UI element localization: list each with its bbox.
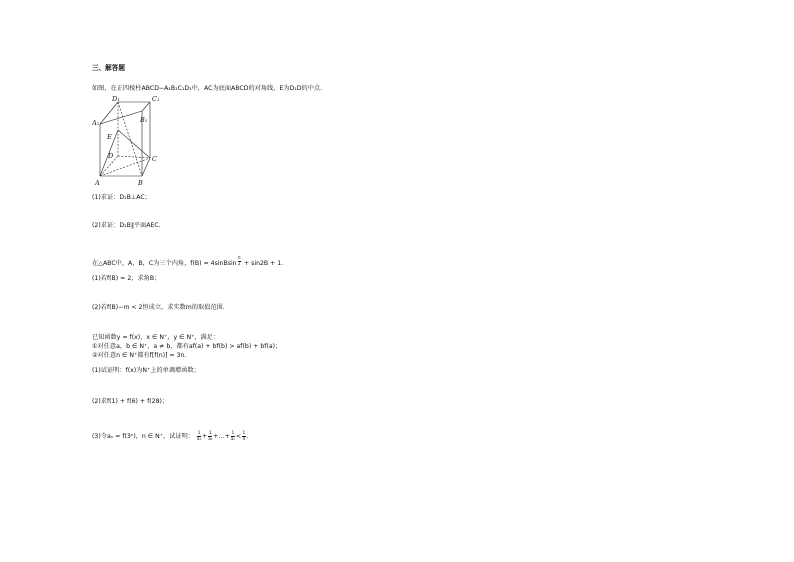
q3-frac-1: $\frac{1}{\text{a₁}}$ xyxy=(196,430,202,441)
q1-part1: (1)求证：D₁B⊥AC； xyxy=(92,194,151,201)
label-a: A xyxy=(95,179,100,187)
q2-stem-exponent: π 2 xyxy=(238,255,241,266)
edge-dc xyxy=(118,156,150,158)
q3-cond2: ②对任意n ∈ N⁺都有f[f(n)] = 3n. xyxy=(92,352,187,359)
q2-part2: (2)若f(B)−m < 2恒成立，求实数m的取值范围. xyxy=(92,304,225,311)
edge-a1d1 xyxy=(100,102,118,124)
q3-plus: + xyxy=(202,433,208,440)
q3-stem: 已知函数y = f(x)，x ∈ N⁺，y ∈ N⁺，满足： xyxy=(92,334,220,341)
q3-cond1: ①对任意a，b ∈ N⁺，a ≠ b，都有af(a) + bf(b) > af(b) + bf(a)； xyxy=(92,343,282,350)
q3-frac-3: $\frac{1}{\text{aₙ}}$ xyxy=(230,430,235,441)
edge-b1a1 xyxy=(100,111,142,124)
prism-figure xyxy=(92,94,172,188)
q2-part1: (1)若f(B) = 2，求角B； xyxy=(92,275,161,282)
q2-stem-b: + sin2B + 1. xyxy=(242,260,284,268)
label-b1: B₁ xyxy=(140,116,148,124)
label-a1: A₁ xyxy=(92,119,100,127)
label-d: D xyxy=(108,152,114,160)
q3-frac-4: $\frac{1}{4}$ xyxy=(242,430,246,441)
q2-stem-a: 在△ABC中，A，B，C为三个内角，f(B) = 4sinBsin xyxy=(92,260,237,268)
edge-c1b1 xyxy=(142,102,150,111)
diag-ac xyxy=(100,158,150,176)
q1-part2: (2)求证：D₁B∥平面AEC. xyxy=(92,222,161,229)
q1-stem: 如图，在正四棱柱ABCD−A₁B₁C₁D₁中，AC为底面ABCD的对角线，E为D₁D的中点. xyxy=(92,85,323,92)
q3-part2: (2)求f(1) + f(6) + f(28)； xyxy=(92,398,169,405)
q2-stem xyxy=(92,256,283,268)
section-title: 三、解答题 xyxy=(92,64,125,72)
label-c1: C₁ xyxy=(152,95,160,103)
label-b: B xyxy=(138,179,143,187)
label-e: E xyxy=(107,133,112,141)
line-ec xyxy=(118,130,150,158)
label-d1: D₁ xyxy=(112,95,120,103)
q3-part3 xyxy=(92,431,249,441)
q3-ellipsis: +…+ xyxy=(213,433,230,440)
q3-part3-a: (3)令aₙ = f(3ⁿ)，n ∈ N⁺，试证明： xyxy=(92,433,194,440)
label-c: C xyxy=(152,155,157,163)
q3-period: . xyxy=(246,433,249,440)
q3-part1: (1)试证明：f(x)为N⁺上的单调增函数； xyxy=(92,367,200,374)
q3-less-than: < xyxy=(235,433,242,440)
q3-frac-2: $\frac{1}{\text{a₂}}$ xyxy=(208,430,213,441)
